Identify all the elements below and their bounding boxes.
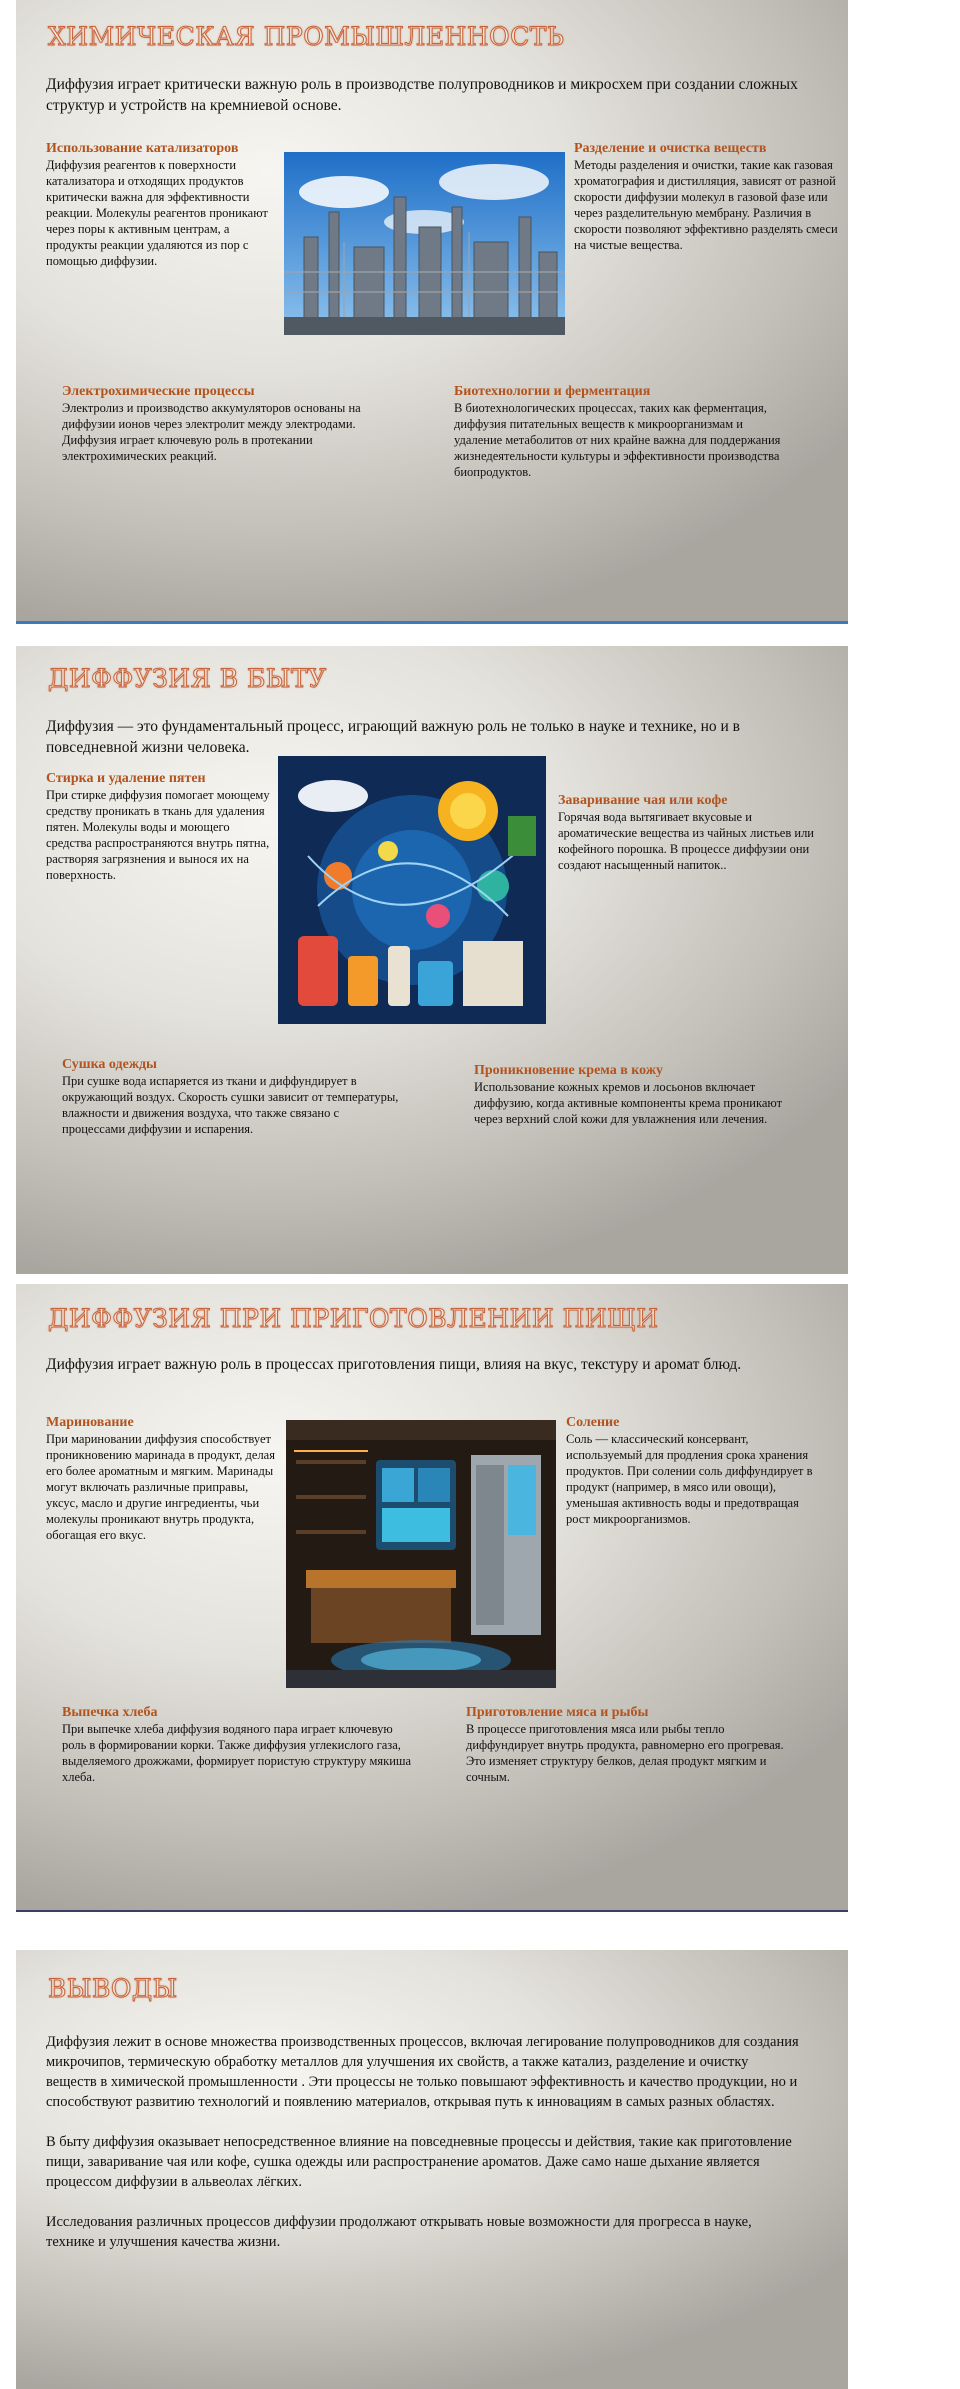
conclusion-text [46, 2032, 801, 2272]
kitchen-image [286, 1420, 556, 1688]
block-text: При сушке вода испаряется из ткани и диффундирует в окружающий воздух. Скорость сушки зависит от температуры, влажности и движения воздуха, что также связано с процессами диффузии и испарения. [62, 1074, 399, 1136]
block-text: Использование кожных кремов и лосьонов включает диффузию, когда активные компоненты крема проникают через верхний слой кожи для увлажнения или лечения. [474, 1080, 783, 1126]
slide-title: ДИФФУЗИЯ В БЫТУ [48, 664, 327, 693]
conclusion-paragraph: Исследования различных процессов диффузии продолжают открывать новые возможности для прогресса в науке, технике и улучшения качества жизни. [46, 2214, 752, 2250]
conclusion-paragraph: Диффузия лежит в основе множества производственных процессов, включая легирование полупроводников для создания микрочипов, термическую обработку металлов для улучшения их свойств, а также катализ, разделение и очистку веществ в химической промышленности . Эти процессы не только повышают эффективность и качество продукции, но и способствуют развитию технологий и появлению материалов, открывая путь к инновациям в самых разных областях. [46, 2034, 799, 2110]
block-drying [62, 1056, 402, 1137]
block-heading: Разделение и очистка веществ [574, 141, 767, 156]
block-electrochemistry [62, 383, 362, 464]
block-heading: Соление [566, 1415, 620, 1430]
block-heading: Приготовление мяса и рыбы [466, 1705, 649, 1720]
block-text: При стирке диффузия помогает моющему средству проникать в ткань для удаления пятен. Молекулы воды и моющего средства распространяются внутрь пятна, растворяя загрязнения и вынося их на поверхность. [46, 788, 270, 882]
block-heading: Проникновение крема в кожу [474, 1063, 663, 1078]
block-heading: Выпечка хлеба [62, 1705, 158, 1720]
block-text: Соль — классический консервант, используемый для продления срока хранения продуктов. При солении соль диффундирует в продукт (например, в мясо или овощи), уменьшая активность воды и предотвращая рост микроорганизмов. [566, 1432, 813, 1526]
slide-cooking-diffusion [16, 1284, 848, 1912]
block-heading: Биотехнологии и ферментация [454, 384, 651, 399]
block-text: Электролиз и производство аккумуляторов основаны на диффузии ионов через электролит между электродами. Диффузия играет ключевую роль в протекании электрохимических реакций. [62, 401, 361, 463]
slide-title: ХИМИЧЕСКАЯ ПРОМЫШЛЕННОСТЬ [48, 22, 565, 51]
slide-conclusions [16, 1950, 848, 2389]
block-tea [558, 792, 814, 873]
refinery-image [284, 152, 565, 335]
slide-household-diffusion [16, 646, 848, 1274]
block-salting [566, 1414, 816, 1527]
block-heading: Стирка и удаление пятен [46, 771, 206, 786]
block-biotech [454, 383, 784, 480]
slide-title: ВЫВОДЫ [48, 1974, 178, 2003]
block-text: При мариновании диффузия способствует проникновению маринада в продукт, делая его более ароматным и мягким. Маринады могут включать различные приправы, уксус, масло и другие ингредиенты, чьи молекулы проникают внутрь продукта, обогащая его вкус. [46, 1432, 275, 1542]
block-cream [474, 1062, 789, 1127]
block-text: Диффузия реагентов к поверхности катализатора и отходящих продуктов критически важна для эффективности реакции. Молекулы реагентов проникают через поры к активным центрам, а продукты реакции удаляются из пор с помощью диффузии. [46, 158, 268, 268]
conclusion-paragraph: В быту диффузия оказывает непосредственное влияние на повседневные процессы и действия, такие как приготовление пищи, заваривание чая или кофе, сушка одежды или распространение ароматов. Даже само наше дыхание является процессом диффузии в альвеолах лёгких. [46, 2134, 792, 2190]
slide-intro: Диффузия играет критически важную роль в производстве полупроводников и микросхем при создании сложных структур и устройств на кремниевой основе. [46, 76, 798, 114]
block-text: В процессе приготовления мяса или рыбы тепло диффундирует внутрь продукта, равномерно его прогревая. Это изменяет структуру белков, делая продукт мягким и сочным. [466, 1722, 784, 1784]
block-separation [574, 140, 839, 253]
block-heading: Заваривание чая или кофе [558, 793, 728, 808]
block-washing [46, 770, 278, 883]
block-text: Методы разделения и очистки, такие как газовая хроматография и дистилляция, зависят от разной скорости диффузии молекул в газовой фазе или через разделительную мембрану. Различия в скорости позволяют эффективно разделять смеси на чистые вещества. [574, 158, 838, 252]
slide-intro: Диффузия играет важную роль в процессах приготовления пищи, влияя на вкус, текстуру и аромат блюд. [46, 1356, 742, 1373]
block-heading: Сушка одежды [62, 1057, 157, 1072]
block-heading: Маринование [46, 1415, 134, 1430]
slide-chemical-industry [16, 0, 848, 624]
slide-title: ДИФФУЗИЯ ПРИ ПРИГОТОВЛЕНИИ ПИЩИ [48, 1304, 659, 1333]
block-marinating [46, 1414, 281, 1543]
block-text: В биотехнологических процессах, таких как ферментация, диффузия питательных веществ к микроорганизмам и удаление метаболитов от них крайне важна для поддержания жизнедеятельности культуры и эффективности производства биопродуктов. [454, 401, 781, 479]
household-science-image [278, 756, 546, 1024]
block-meat-fish [466, 1704, 786, 1785]
block-text: Горячая вода вытягивает вкусовые и ароматические вещества из чайных листьев или кофейного порошка. В процессе диффузии они создают насыщенный напиток.. [558, 810, 814, 872]
block-heading: Электрохимические процессы [62, 384, 255, 399]
block-catalysts [46, 140, 278, 269]
block-heading: Использование катализаторов [46, 141, 239, 156]
slide-intro: Диффузия — это фундаментальный процесс, играющий важную роль не только в науке и технике, но и в повседневной жизни человека. [46, 718, 740, 756]
block-bread [62, 1704, 412, 1785]
block-text: При выпечке хлеба диффузия водяного пара играет ключевую роль в формировании корки. Также диффузия углекислого газа, выделяемого дрожжами, формирует пористую структуру мякиша хлеба. [62, 1722, 412, 1784]
